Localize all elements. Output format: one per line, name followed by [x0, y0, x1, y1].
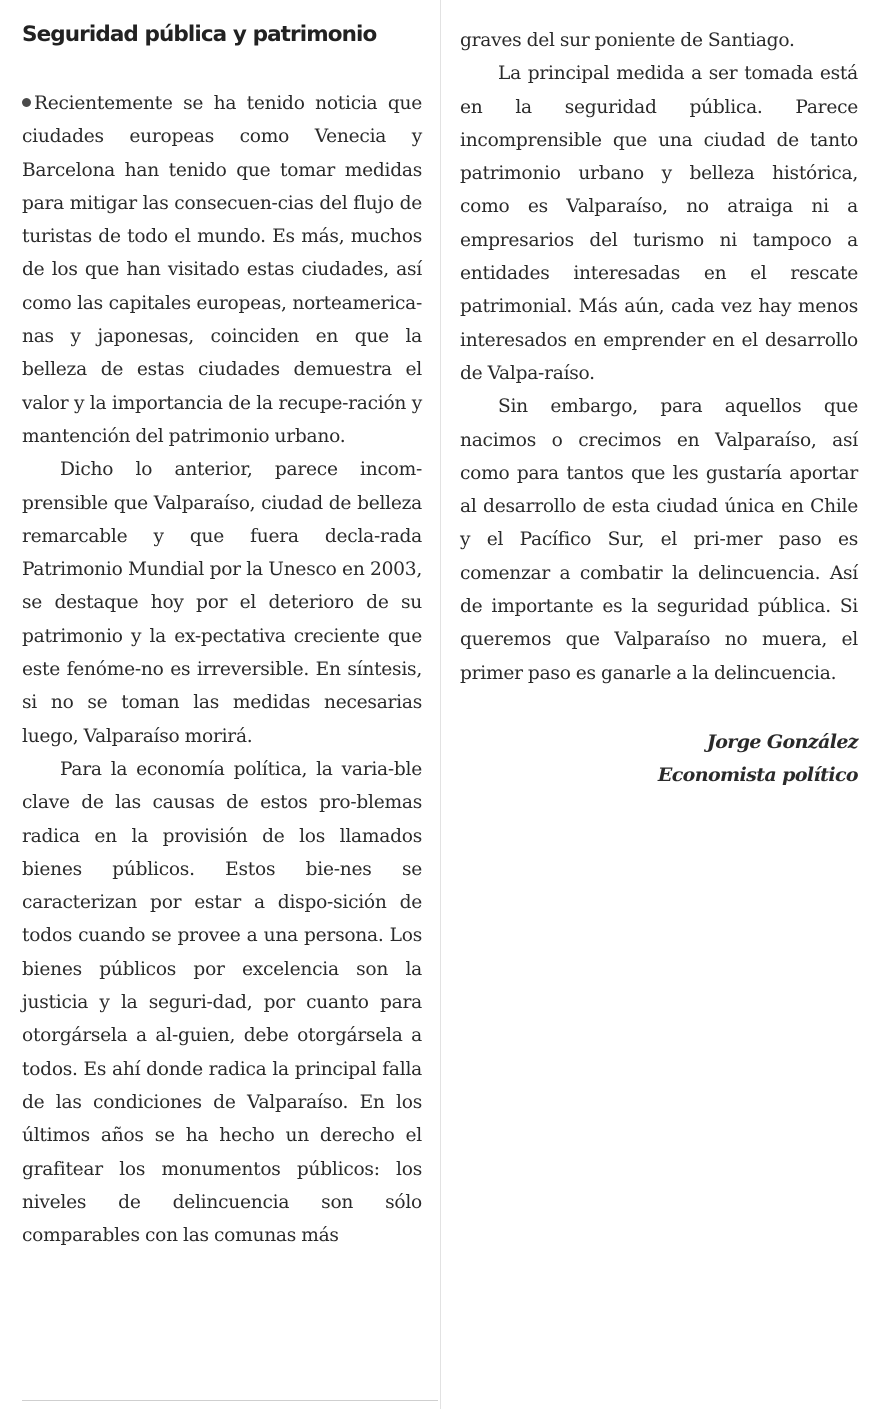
bullet-icon: [22, 98, 31, 107]
author-name: Jorge González: [706, 730, 858, 753]
paragraph-3: Para la economía política, la varia-ble clave de las causas de estos pro-blemas radica en la provisión de los llamados bienes públicos. Estos bie-nes se caracterizan por estar a dispo-sición de todos cuando se provee a una persona. Los bienes públicos por excelencia son la justicia y la seguri-dad, por cuanto para otorgársela a al-guien, debe otorgársela a todos. Es ahí donde radica la principal falla de las condiciones de Valparaíso. En los últimos años se ha hecho un derecho el grafitear los monumentos públicos: los niveles de delincuencia son sólo comparables con las comunas más: [22, 758, 422, 1247]
paragraph-4: La principal medida a ser tomada está en la seguridad pública. Parece incomprensible que una ciudad de tanto patrimonio urbano y belleza histórica, como es Valparaíso, no atraiga ni a empresarios del turismo ni tampoco a entidades interesadas en el rescate patrimonial. Más aún, cada vez hay menos interesados en emprender en el desarrollo de Valpa-raíso.: [460, 63, 858, 384]
author-role: Economista político: [657, 763, 858, 786]
article-title: Seguridad pública y patrimonio: [22, 22, 377, 47]
article-right-column: [460, 0, 858, 1409]
paragraph-2: Dicho lo anterior, parece incom-prensible que Valparaíso, ciudad de belleza remarcable y que fuera decla-rada Patrimonio Mundial por la Unesco en 2003, se destaque hoy por el deterioro de su patrimonio y la ex-pectativa creciente que este fenóme-no es irreversible. En síntesis, si no se toman las medidas necesarias luego, Valparaíso morirá.: [22, 459, 422, 747]
paragraph-3-continued: graves del sur poniente de Santiago.: [460, 30, 795, 51]
paragraph-1-text: Recientemente se ha tenido noticia que ciudades europeas como Venecia y Barcelona han tenido que tomar medidas para mitigar las consecuen-cias del flujo de turistas de todo el mundo. Es más, muchos de los que han visitado estas ciudades, así como las capitales europeas, norteamerica-nas y japonesas, coinciden en que la belleza de estas ciudades demuestra el valor y la importancia de la recupe-ración y mantención del patrimonio urbano.: [22, 93, 422, 447]
author-signature: [460, 726, 858, 792]
column-divider: [440, 0, 441, 1409]
article-left-column: [22, 0, 422, 1409]
paragraph-5: Sin embargo, para aquellos que nacimos o crecimos en Valparaíso, así como para tantos que les gustaría aportar al desarrollo de esta ciudad única en Chile y el Pacífico Sur, el pri-mer paso es comenzar a combatir la delincuencia. Así de importante es la seguridad pública. Si queremos que Valparaíso no muera, el primer paso es ganarle a la delincuencia.: [460, 396, 858, 684]
paragraph-1: [22, 87, 422, 453]
